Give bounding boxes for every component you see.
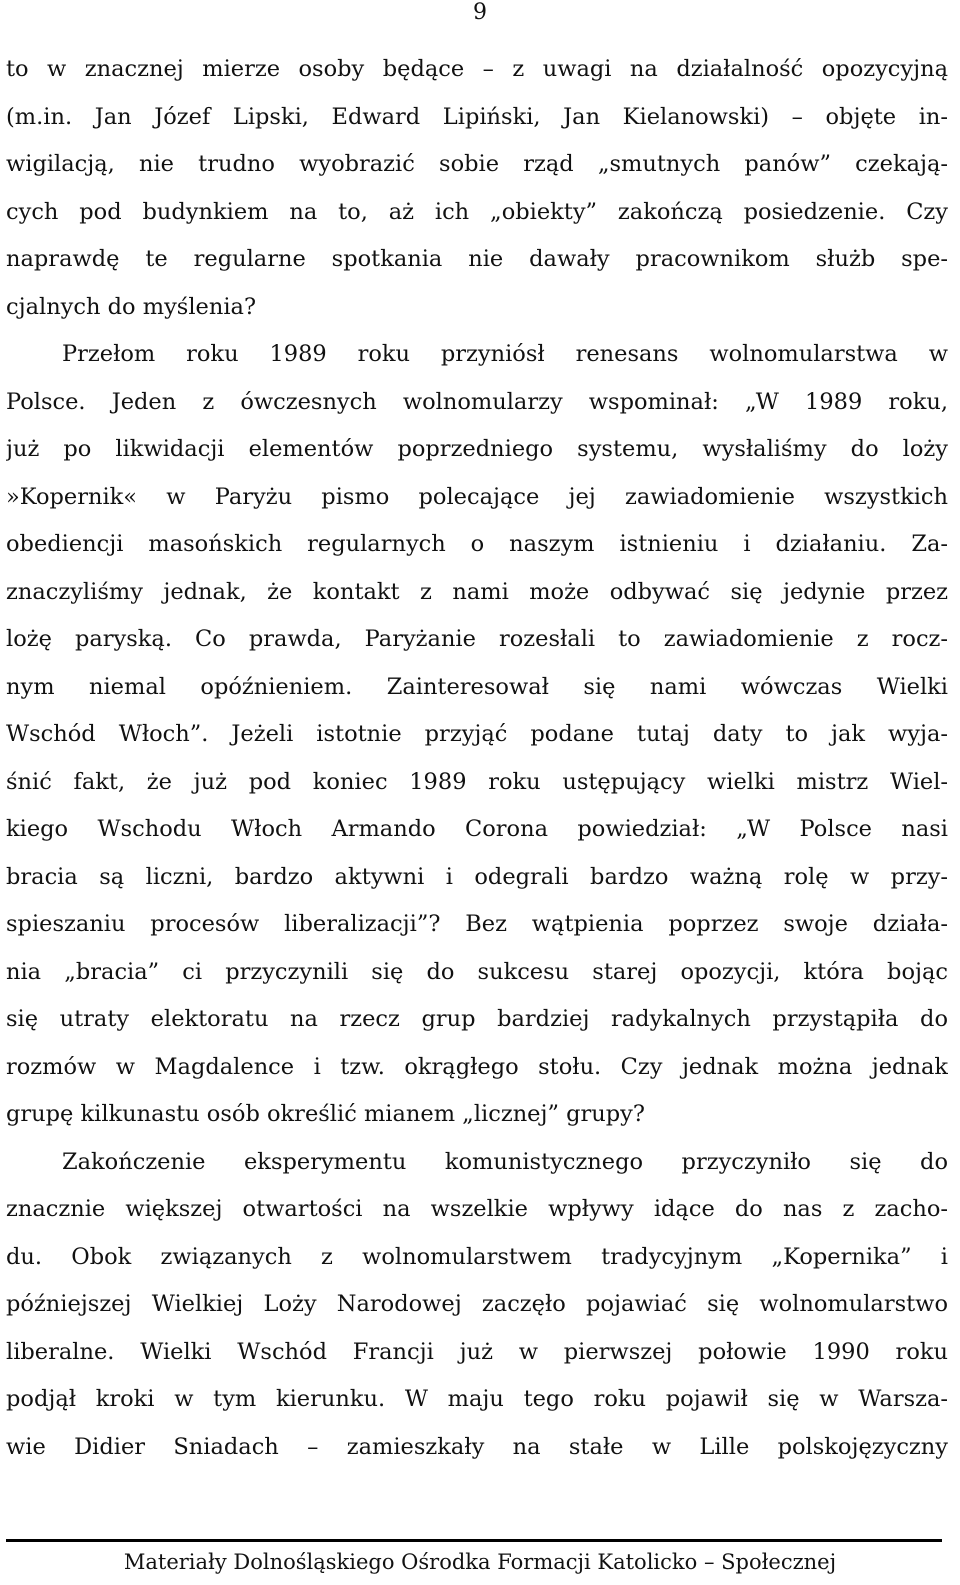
text-line: się utraty elektoratu na rzecz grup bardziej radykalnych przystąpiła do <box>6 1006 948 1032</box>
text-line: Przełom roku 1989 roku przyniósł renesans wolnomularstwa w <box>62 341 948 367</box>
text-line: Polsce. Jeden z ówczesnych wolnomularzy wspominał: „W 1989 roku, <box>6 388 948 415</box>
text-line: podjął kroki w tym kierunku. W maju tego roku pojawił się w Warsza- <box>6 1386 948 1412</box>
text-line: wie Didier Sniadach – zamieszkały na stałe w Lille polskojęzyczny <box>6 1433 948 1460</box>
text-line: późniejszej Wielkiej Loży Narodowej zaczęło pojawiać się wolnomularstwo <box>6 1291 948 1317</box>
text-line: du. Obok związanych z wolnomularstwem tradycyjnym „Kopernika” i <box>6 1243 948 1270</box>
text-line: bracia są liczni, bardzo aktywni i odegrali bardzo ważną rolę w przy- <box>6 863 948 890</box>
text-line: obediencji masońskich regularnych o naszym istnieniu i działaniu. Za- <box>6 531 948 557</box>
text-line: śnić fakt, że już pod koniec 1989 roku ustępujący wielki mistrz Wiel- <box>6 768 948 795</box>
text-line: cych pod budynkiem na to, aż ich „obiekty” zakończą posiedzenie. Czy <box>6 198 948 225</box>
paragraph-2 <box>6 331 948 1139</box>
text-line: już po likwidacji elementów poprzedniego systemu, wysłaliśmy do loży <box>6 436 948 462</box>
paragraph-3 <box>6 1139 948 1472</box>
page-number: 9 <box>473 0 487 25</box>
text-line: nia „bracia” ci przyczynili się do sukcesu starej opozycji, która bojąc <box>6 958 948 985</box>
text-line: naprawdę te regularne spotkania nie dawały pracownikom służb spe- <box>6 246 948 272</box>
text-line: spieszaniu procesów liberalizacji”? Bez wątpienia poprzez swoje działa- <box>6 911 948 937</box>
document-body <box>6 46 948 1471</box>
text-line: wigilacją, nie trudno wyobrazić sobie rząd „smutnych panów” czekają- <box>6 151 948 177</box>
text-line: cjalnych do myślenia? <box>6 293 257 320</box>
text-line: rozmów w Magdalence i tzw. okrągłego stołu. Czy jednak można jednak <box>6 1053 948 1080</box>
text-line: Zakończenie eksperymentu komunistycznego przyczyniło się do <box>62 1148 948 1175</box>
text-line: »Kopernik« w Paryżu pismo polecające jej zawiadomienie wszystkich <box>6 483 948 510</box>
text-line: znaczyliśmy jednak, że kontakt z nami może odbywać się jedynie przez <box>6 578 948 605</box>
text-line: to w znacznej mierze osoby będące – z uwagi na działalność opozycyjną <box>6 56 948 82</box>
text-line: nym niemal opóźnieniem. Zainteresował się nami wówczas Wielki <box>6 673 948 700</box>
text-line: liberalne. Wielki Wschód Francji już w pierwszej połowie 1990 roku <box>6 1338 948 1365</box>
footer-divider <box>6 1539 942 1542</box>
text-line: kiego Wschodu Włoch Armando Corona powiedział: „W Polsce nasi <box>6 816 948 842</box>
paragraph-1 <box>6 46 948 331</box>
text-line: grupę kilkunastu osób określić mianem „licznej” grupy? <box>6 1101 645 1127</box>
text-line: Wschód Włoch”. Jeżeli istotnie przyjąć podane tutaj daty to jak wyja- <box>6 721 948 747</box>
page-footer: Materiały Dolnośląskiego Ośrodka Formacji Katolicko – Społecznej <box>123 1550 837 1574</box>
text-line: lożę paryską. Co prawda, Paryżanie rozesłali to zawiadomienie z rocz- <box>6 626 948 652</box>
text-line: (m.in. Jan Józef Lipski, Edward Lipiński, Jan Kielanowski) – objęte in- <box>6 103 948 130</box>
text-line: znacznie większej otwartości na wszelkie wpływy idące do nas z zacho- <box>6 1196 948 1222</box>
